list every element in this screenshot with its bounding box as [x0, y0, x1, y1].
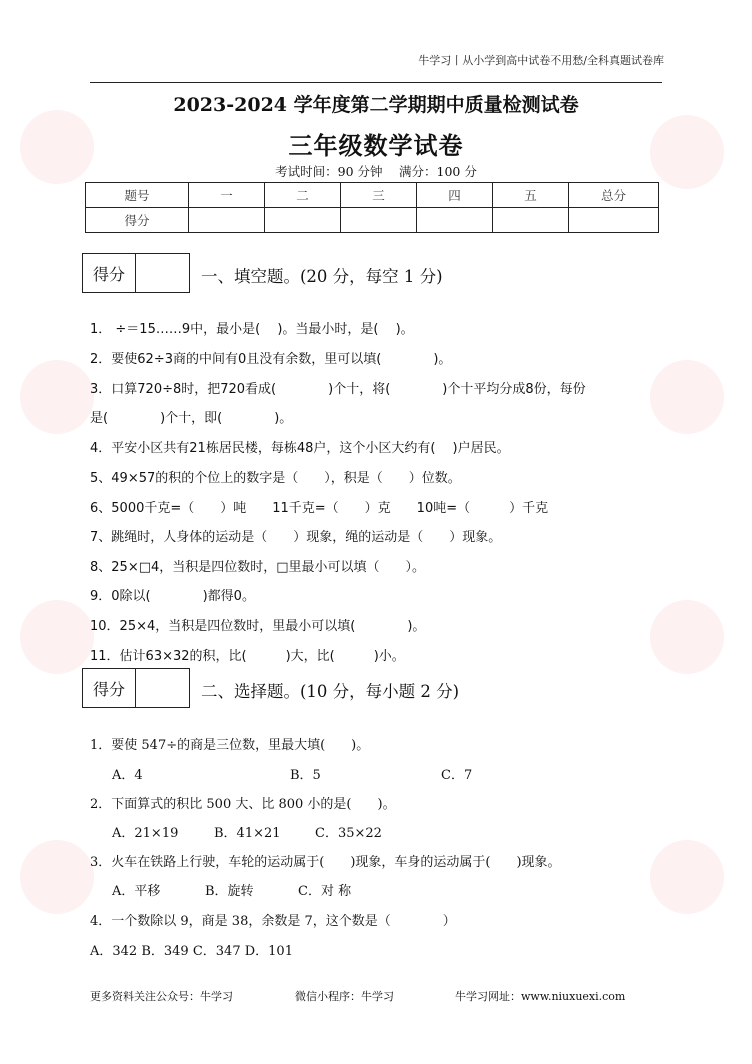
question-item: 是( )个十，即( )。: [90, 411, 293, 426]
header-rule: [90, 82, 662, 83]
watermark-logo: [20, 600, 94, 674]
section2-score-box: [82, 668, 190, 708]
question-item: 6、5000千克=（ ）吨 11千克=（ ）克 10吨=（ ）千克: [90, 501, 549, 516]
question-item: 1． ÷＝15……9中，最小是( )。当最小时，是( )。: [90, 322, 414, 337]
score-cell[interactable]: [493, 208, 569, 233]
score-header-cell: 五: [493, 183, 569, 208]
option-b[interactable]: B．5: [290, 768, 321, 783]
score-table-score-row: [86, 208, 659, 233]
watermark-logo: [20, 840, 94, 914]
question-item: 8、25×□4，当积是四位数时，□里最小可以填（ ）。: [90, 560, 426, 575]
question-options[interactable]: A．342 B．349 C．347 D．101: [90, 944, 293, 959]
section2-title: 二、选择题。(10 分，每小题 2 分): [201, 682, 460, 701]
score-cell[interactable]: [265, 208, 341, 233]
score-header-cell: 一: [189, 183, 265, 208]
question-item: 4．一个数除以 9，商是 38，余数是 7，这个数是（ ）: [90, 914, 456, 929]
option-c[interactable]: C．35×22: [315, 826, 382, 841]
score-header-cell: 题号: [86, 183, 189, 208]
score-header-cell: 总分: [569, 183, 659, 208]
option-c[interactable]: C．对 称: [298, 884, 352, 899]
question-item: 9．0除以( )都得0。: [90, 589, 255, 604]
question-item: 11．估计63×32的积，比( )大，比( )小。: [90, 649, 405, 664]
score-cell[interactable]: [341, 208, 417, 233]
exam-subtitle: 三年级数学试卷: [288, 131, 464, 160]
option-a[interactable]: A．平移: [112, 884, 161, 899]
footer-website[interactable]: 牛学习网址：www.niuxuexi.com: [455, 990, 626, 1003]
score-table-header-row: [86, 183, 659, 208]
section2-score-label: 得分: [83, 669, 136, 707]
footer-wechat-account: 更多资料关注公众号：牛学习: [90, 990, 233, 1003]
option-a[interactable]: A．4: [112, 768, 143, 783]
section1-score-box: [82, 253, 190, 293]
section1-title: 一、填空题。(20 分，每空 1 分): [201, 267, 443, 286]
question-item: 7、跳绳时，人身体的运动是（ ）现象，绳的运动是（ ）现象。: [90, 530, 502, 545]
score-header-cell: 二: [265, 183, 341, 208]
watermark-logo: [650, 360, 724, 434]
score-cell[interactable]: [569, 208, 659, 233]
footer-mini-program: 微信小程序：牛学习: [295, 990, 394, 1003]
question-item: 2．下面算式的积比 500 大、比 800 小的是( )。: [90, 797, 396, 812]
question-item: 5、49×57的积的个位上的数字是（ ），积是（ ）位数。: [90, 471, 461, 486]
score-header-cell: 四: [417, 183, 493, 208]
score-cell[interactable]: [189, 208, 265, 233]
question-item: 3．火车在铁路上行驶，车轮的运动属于( )现象，车身的运动属于( )现象。: [90, 855, 561, 870]
watermark-logo: [650, 600, 724, 674]
question-item: 3．口算720÷8时，把720看成( )个十，将( )个十平均分成8份，每份: [90, 382, 586, 397]
option-c[interactable]: C．7: [441, 768, 473, 783]
score-cell[interactable]: [417, 208, 493, 233]
question-item: 2．要使62÷3商的中间有0且没有余数，里可以填( )。: [90, 352, 452, 367]
question-item: 4．平安小区共有21栋居民楼，每栋48户，这个小区大约有( )户居民。: [90, 441, 510, 456]
option-b[interactable]: B．41×21: [214, 826, 281, 841]
score-header-cell: 三: [341, 183, 417, 208]
score-table: [85, 182, 659, 233]
option-b[interactable]: B．旋转: [205, 884, 254, 899]
watermark-logo: [20, 360, 94, 434]
option-a[interactable]: A．21×19: [112, 826, 179, 841]
exam-title: 2023-2024 学年度第二学期期中质量检测试卷: [173, 94, 579, 116]
section2-score-field[interactable]: [136, 669, 189, 707]
exam-info: 考试时间：90 分钟 满分：100 分: [275, 164, 477, 179]
question-item: 10．25×4，当积是四位数时，里最小可以填( )。: [90, 619, 426, 634]
section1-score-label: 得分: [83, 254, 136, 292]
section1-score-field[interactable]: [136, 254, 189, 292]
question-item: 1．要使 547÷的商是三位数，里最大填( )。: [90, 738, 370, 753]
score-row-label: 得分: [86, 208, 189, 233]
watermark-logo: [650, 840, 724, 914]
header-tagline: 牛学习丨从小学到高中试卷不用愁/全科真题试卷库: [418, 54, 664, 67]
